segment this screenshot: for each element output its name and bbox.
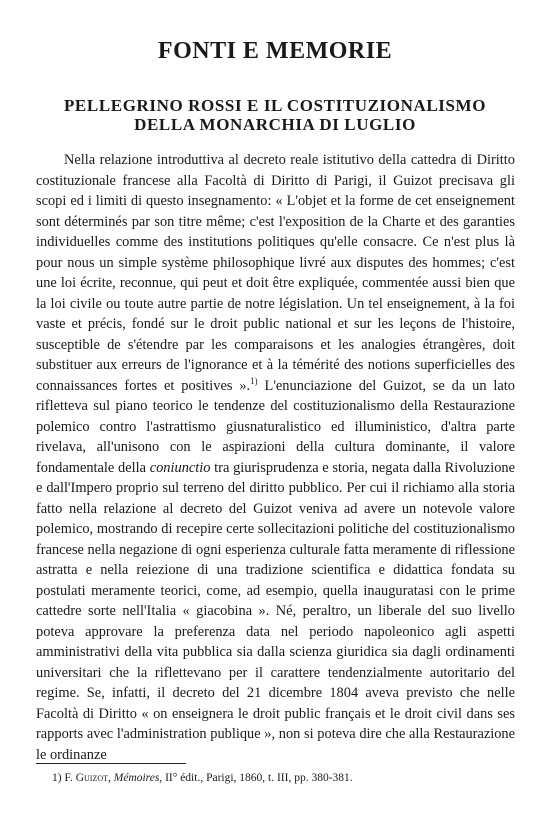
footnote-marker: 1)	[52, 772, 62, 784]
body-paragraph	[36, 150, 515, 765]
paragraph-text-part-1: Nella relazione introduttiva al decreto reale istitutivo della cattedra di Diritto costituzionale francese alla Facoltà di Diritto di Parigi, il Guizot precisava gli scopi ed i limiti di questo insegnamento: « L'objet et la forme de cet enseignement sont déterminés par son titre même; c'est l'exposition de la Charte et des garanties individuelles comme des institutions politiques qu'elle consacre. Ce n'est plus là pour nous un simple système philosophique livré aux disputes des hommes; c'est une loi écrite, reconnue, qui peut et doit être expliquée, commentée aussi bien que la loi civile ou toute autre partie de notre législation. Un tel enseignement, à la foi vaste et précis, fondé sur le droit public national et sur les leçons de l'histoire, susceptible de s'étendre par les comparaisons et les analogies étrangères, doit substituer aux erreurs de l'ignorance et à la témérité des notions superficielles des connaissances fortes et positives ».	[36, 152, 515, 394]
paragraph-text-part-3: tra giurisprudenza e storia, negata dalla Rivoluzione e dall'Impero proprio sul terreno del diritto pubblico. Per cui il richiamo alla storia fatto nella relazione al decreto del Guizot veniva ad avere un notevole valore polemico, mostrando di recepire certe sollecitazioni politiche del costituzionalismo francese nella negazione di ogni esperienza culturale fatta meramente di riflessione astratta e nella reiezione di una tradizione scientifica e didattica fondata su postulati meramente teorici, come, ad esempio, quella inauguratasi con le prime cattedre sorte nell'Italia « giacobina ». Né, peraltro, un liberale del suo livello poteva approvare la preferenza data nel periodo napoleonico agli aspetti amministrativi della vita pubblica sia dalla scienza giuridica sia dagli ordinamenti universitari che la riflettevano per il carattere tendenzialmente autoritario del regime. Se, infatti, il decreto del 21 dicembre 1804 aveva previsto che nelle Facoltà di Diritto « on enseignera le droit public français et le droit civil dans ses rapports avec l'administration publique », non si poteva dire che alla Restaurazione le ordinanze	[36, 459, 515, 763]
article-title-line-1: PELLEGRINO ROSSI E IL COSTITUZIONALISMO	[63, 96, 487, 115]
footnote-details: II° édit., Parigi, 1860, t. III, pp. 380-381.	[165, 772, 353, 784]
footnote-divider	[36, 763, 186, 764]
section-title: FONTI E MEMORIE	[157, 38, 393, 64]
article-title	[40, 96, 510, 134]
paragraph-text-part-2: L'enunciazione del Guizot, se da un lato rifletteva sul piano teorico le tendenze del costituzionalismo della Restaurazione polemico contro l'astrattismo giusnaturalistico ed illuministico, d'altra parte rivelava, all'unisono con le aspirazioni della cultura dominante, il valore fondamentale della	[36, 377, 515, 476]
article-title-line-2: DELLA MONARCHIA DI LUGLIO	[134, 115, 416, 134]
footnote-reference: 1)	[250, 375, 258, 386]
paragraph-italic-term: coniunctio	[149, 459, 211, 476]
footnote-work: Mémoires,	[113, 772, 163, 784]
footnote-author: F. Guizot,	[64, 772, 111, 784]
footnote	[52, 771, 512, 785]
